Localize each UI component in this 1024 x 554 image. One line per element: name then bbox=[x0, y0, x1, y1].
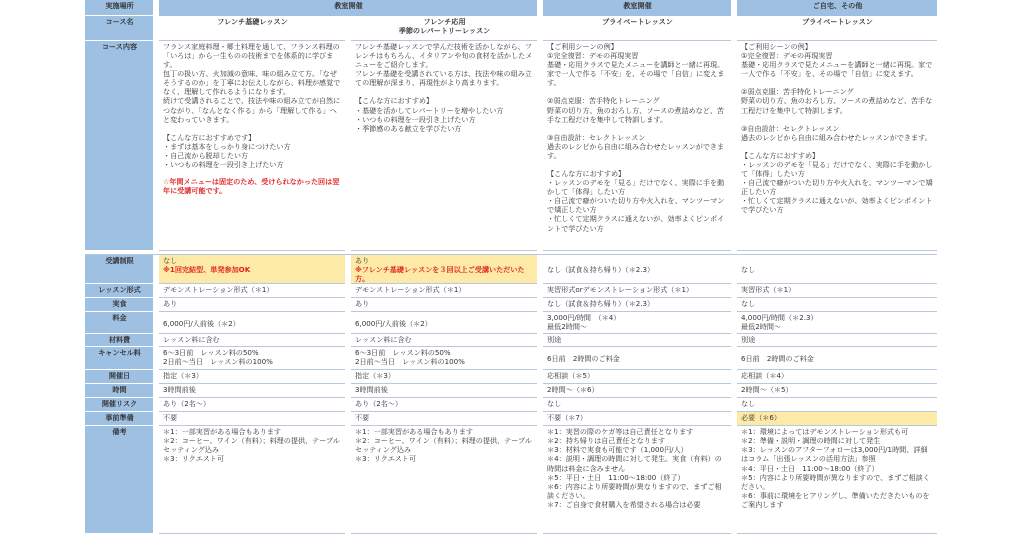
restriction-note: ※1回完結型、単発参加OK bbox=[163, 265, 251, 275]
risk-value: なし bbox=[737, 398, 937, 412]
risk-value: あり（2名〜） bbox=[159, 398, 345, 412]
row-label-format: レッスン形式 bbox=[85, 284, 153, 298]
row-label-restriction: 受講制限 bbox=[85, 255, 153, 284]
course-comparison-table bbox=[85, 0, 937, 534]
date-value: 指定（＊3） bbox=[159, 370, 345, 384]
row-label-notes: 備考 bbox=[85, 426, 153, 534]
time-value: 3時間前後 bbox=[351, 384, 537, 398]
time-value: 2時間〜（＊6） bbox=[543, 384, 731, 398]
tasting-value: あり bbox=[159, 298, 345, 312]
row-label-course-name: コース名 bbox=[85, 16, 153, 41]
notes-value: ＊1：一部実習がある場合もあります ＊2：コーヒー、ワイン（有料）；料理の提供、テーブルセッティング込み ＊3：リクエスト可 bbox=[159, 426, 345, 534]
place-label: 実施場所 bbox=[85, 0, 153, 16]
row-label-prep: 事前準備 bbox=[85, 412, 153, 426]
notes-value: ＊1：一部実習がある場合もあります ＊2：コーヒー、ワイン（有料）；料理の提供、テーブルセッティング込み ＊3：リクエスト可 bbox=[351, 426, 537, 534]
course-name: フレンチ基礎レッスン bbox=[159, 16, 345, 41]
restriction-note: ※フレンチ基礎レッスンを３回以上ご受講いただいた方。 bbox=[355, 265, 525, 284]
group-classroom: 教室開催 bbox=[159, 0, 537, 16]
risk-value: なし bbox=[543, 398, 731, 412]
fee-value: 6,000円/人前後（＊2） bbox=[351, 312, 537, 334]
course-content-note: ☆年間メニューは固定のため、受けられなかった回は翌年に受講可能です。 bbox=[163, 177, 340, 196]
cancel-value: 6〜3日前 レッスン料の50% 2日前〜当日 レッスン料の100% bbox=[159, 347, 345, 370]
date-value: 応相談（＊4） bbox=[737, 370, 937, 384]
notes-value: ＊1：環境によってはデモンストレーション形式も可 ＊2：準備・説明・調理の時間に対して発生 ＊3：レッスンのアフターフォローは3,000円/1時間、詳細はコラム「出張レッスンの活用方法」参照 ＊4：平日・土日 11:00〜18:00（終了） ＊5：内容により所要時間が異なりますので、まずご相談ください。 ＊6：事前に環境をヒアリングし、準備いただきたいものをご案内します bbox=[737, 426, 937, 534]
course-content: フレンチ基礎レッスンで学んだ技術を活かしながら、フレンチはもちろん、イタリアンや旬の食材を活かしたメニューをご紹介します。 フレンチ基礎を受講されている方は、技法や味の組み立ての理解が深まり、再現性がより高まります。 【こんな方におすすめ】 ・基礎を活かしてレパートリーを増やしたい方 ・いつもの料理を一段引き上げたい方 ・季節感のある献立を学びたい方 bbox=[351, 41, 537, 251]
date-value: 応相談（＊5） bbox=[543, 370, 731, 384]
prep-value: 必要（＊6） bbox=[737, 412, 937, 426]
course-content-text: フランス家庭料理・郷土料理を通して、フランス料理の「いろは」から一生ものの技術までを体系的に学びます。 包丁の扱い方、火加減の意味、味の組み立て方。「なぜそうするのか」を丁寧にお伝えしながら、料理が感覚でなく、理解して作れるようになります。 続けて受講されることで、技法や味の組み立てが自然につながり、「なんとなく作る」から「理解して作る」へと変わっていきます。 【こんな方におすすめです】 ・まずは基本をしっかり身につけたい方 ・自己流から脱却したい方 ・いつもの料理を一段引き上げたい方 bbox=[163, 42, 341, 170]
course-name: フレンチ応用 季節のレパートリーレッスン bbox=[351, 16, 537, 41]
course-name: プライベートレッスン bbox=[737, 16, 937, 41]
course-name: プライベートレッスン bbox=[543, 16, 731, 41]
format-value: デモンストレーション形式（＊1） bbox=[351, 284, 537, 298]
row-label-tasting: 実食 bbox=[85, 298, 153, 312]
material-value: 別途 bbox=[543, 334, 731, 347]
material-value: 別途 bbox=[737, 334, 937, 347]
restriction-cell bbox=[351, 255, 537, 284]
row-label-material: 材料費 bbox=[85, 334, 153, 347]
restriction-value: なし（試食＆持ち帰り）（＊2.3） bbox=[543, 255, 731, 284]
prep-value: 不要 bbox=[351, 412, 537, 426]
material-value: レッスン料に含む bbox=[351, 334, 537, 347]
tasting-value: なし（試食＆持ち帰り）（＊2.3） bbox=[543, 298, 731, 312]
cancel-value: 6〜3日前 レッスン料の50% 2日前〜当日 レッスン料の100% bbox=[351, 347, 537, 370]
restriction-cell bbox=[159, 255, 345, 284]
tasting-value: あり bbox=[351, 298, 537, 312]
restriction-value: なし bbox=[737, 255, 937, 284]
row-label-risk: 開催リスク bbox=[85, 398, 153, 412]
risk-value: あり（2名〜） bbox=[351, 398, 537, 412]
row-label-time: 時間 bbox=[85, 384, 153, 398]
course-content bbox=[159, 41, 345, 251]
format-value: デモンストレーション形式（＊1） bbox=[159, 284, 345, 298]
time-value: 2時間〜（＊5） bbox=[737, 384, 937, 398]
restriction-value: なし bbox=[163, 256, 178, 265]
format-value: 実習形式（＊1） bbox=[737, 284, 937, 298]
prep-value: 不要 bbox=[159, 412, 345, 426]
course-content: 【ご利用シーンの例】 ①完全復習：デモの再現実習 基礎・応用クラスで見たメニューを講師と一緒に再現。家で一人で作る「不安」を、その場で「自信」に変えます。 ②弱点克服：苦手特化トレーニング 野菜の切り方、魚のおろし方、ソースの煮詰めなど、苦手な工程だけを集中して特訓します。 ③自由設計：セレクトレッスン 過去のレシピから自由に組み合わせたレッスンができます。 【こんな方におすすめ】 ・レッスンのデモを「見る」だけでなく、実際に手を動かして「体得」したい方 ・自己流で癖がついた切り方や火入れを、マンツーマンで矯正したい方 ・忙しくて定期クラスに通えないが、効率よくピンポイントで学びたい方 bbox=[737, 41, 937, 251]
course-content: 【ご利用シーンの例】 ①完全復習：デモの再現実習 基礎・応用クラスで見たメニューを講師と一緒に再現。家で一人で作る「不安」を、その場で「自信」に変えます。 ②弱点克服：苦手特化トレーニング 野菜の切り方、魚のおろし方、ソースの煮詰めなど、苦手な工程だけを集中して特訓します。 ③自由設計：セレクトレッスン 過去のレシピから自由に組み合わせたレッスンができます。 【こんな方におすすめ】 ・レッスンのデモを「見る」だけでなく、実際に手を動かして「体得」したい方 ・自己流で癖がついた切り方や火入れを、マンツーマンで矯正したい方 ・忙しくて定期クラスに通えないが、効率よくピンポイントで学びたい方 bbox=[543, 41, 731, 251]
format-value: 実習形式orデモンストレーション形式（＊1） bbox=[543, 284, 731, 298]
notes-value: ＊1：実習の際のケガ等は自己責任となります ＊2：持ち帰りは自己責任となります ＊3：材料で実食も可能です（1,000円/人） ＊4：説明・調理の時間に対して発生。実食（有料）の時間は料金に含みません ＊5：平日・土日 11:00〜18:00（終了） ＊6：内容により所要時間が異なりますので、まずご相談ください。 ＊7：ご自身で食材購入を希望される場合は必要 bbox=[543, 426, 731, 534]
prep-value: 不要（＊7） bbox=[543, 412, 731, 426]
row-label-course-content: コース内容 bbox=[85, 41, 153, 251]
tasting-value: なし bbox=[737, 298, 937, 312]
fee-value: 6,000円/人前後（＊2） bbox=[159, 312, 345, 334]
time-value: 3時間前後 bbox=[159, 384, 345, 398]
row-label-cancel: キャンセル料 bbox=[85, 347, 153, 370]
cancel-value: 6日前 2時間のご料金 bbox=[543, 347, 731, 370]
fee-value: 4,000円/時間（＊2.3） 最低2時間〜 bbox=[737, 312, 937, 334]
row-label-fee: 料金 bbox=[85, 312, 153, 334]
group-home: ご自宅、その他 bbox=[737, 0, 937, 16]
fee-value: 3,000円/時間 （＊4） 最低2時間〜 bbox=[543, 312, 731, 334]
group-classroom-private: 教室開催 bbox=[543, 0, 731, 16]
restriction-value: あり bbox=[355, 256, 370, 265]
cancel-value: 6日前 2時間のご料金 bbox=[737, 347, 937, 370]
row-label-date: 開催日 bbox=[85, 370, 153, 384]
date-value: 指定（＊3） bbox=[351, 370, 537, 384]
material-value: レッスン料に含む bbox=[159, 334, 345, 347]
